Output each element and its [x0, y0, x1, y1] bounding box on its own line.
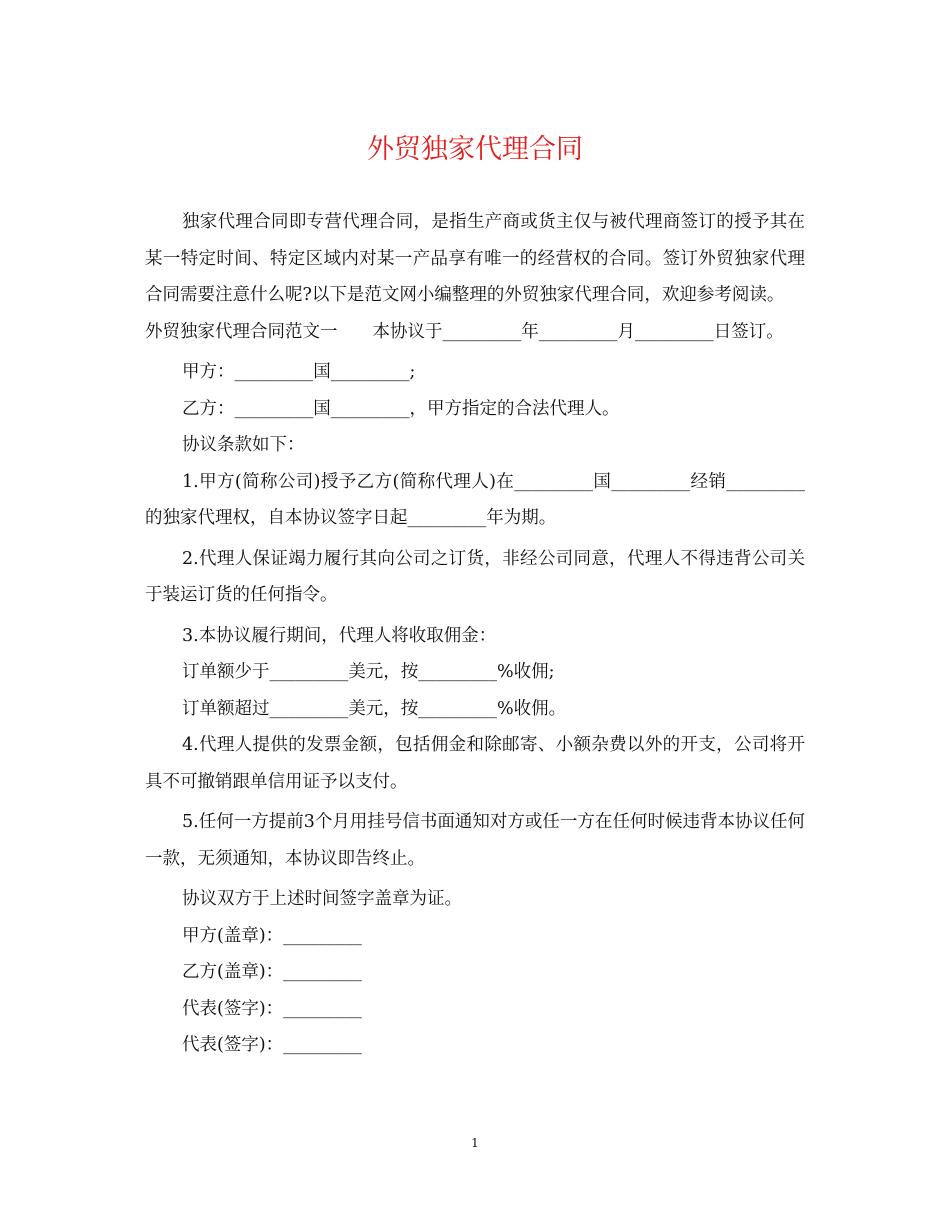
clause-4: 4.代理人提供的发票金额，包括佣金和除邮寄、小额杂费以外的开支，公司将开具不可撤销跟单信用证予以支付。 [145, 735, 805, 792]
document-title: 外贸独家代理合同 [367, 134, 583, 165]
representative-signature-1: 代表(签字)：_________ [182, 998, 362, 1019]
clause-3: 3.本协议履行期间，代理人将收取佣金： [182, 625, 497, 646]
clause-1: 1.甲方(简称公司)授予乙方(简称代理人)在_________国_________经销_________的独家代理权，自本协议签字日起_________年为期。 [145, 471, 805, 528]
witness-line: 协议双方于上述时间签字盖章为证。 [182, 889, 462, 909]
intro-paragraph: 独家代理合同即专营代理合同，是指生产商或货主仅与被代理商签订的授予其在某一特定时间、特定区域内对某一产品享有唯一的经营权的合同。签订外贸独家代理合同需要注意什么呢?以下是范文网小编整理的外贸独家代理合同，欢迎参考阅读。 [145, 212, 805, 305]
document-body [145, 204, 805, 1064]
sample-heading: 外贸独家代理合同范文一 本协议于_________年_________月_________日签订。 [145, 321, 784, 342]
signature-party-a: 甲方(盖章)：_________ [182, 925, 362, 946]
party-a-line: 甲方：_________国_________; [182, 362, 416, 382]
representative-signature-2: 代表(签字)：_________ [182, 1035, 362, 1055]
terms-heading: 协议条款如下： [182, 435, 305, 455]
clause-5: 5.任何一方提前3个月用挂号信书面通知对方或任一方在任何时候违背本协议任何一款，无须通知，本协议即告终止。 [145, 812, 805, 869]
signature-party-b: 乙方(盖章)：_________ [182, 962, 362, 982]
clause-3a: 订单额少于_________美元，按_________%收佣; [182, 662, 555, 682]
page-number: 1 [471, 1136, 479, 1150]
clause-2: 2.代理人保证竭力履行其向公司之订货，非经公司同意，代理人不得违背公司关于装运订货的任何指令。 [145, 548, 805, 605]
clause-3b: 订单额超过_________美元，按_________%收佣。 [182, 698, 567, 719]
party-b-line: 乙方：_________国_________，甲方指定的合法代理人。 [182, 398, 620, 419]
